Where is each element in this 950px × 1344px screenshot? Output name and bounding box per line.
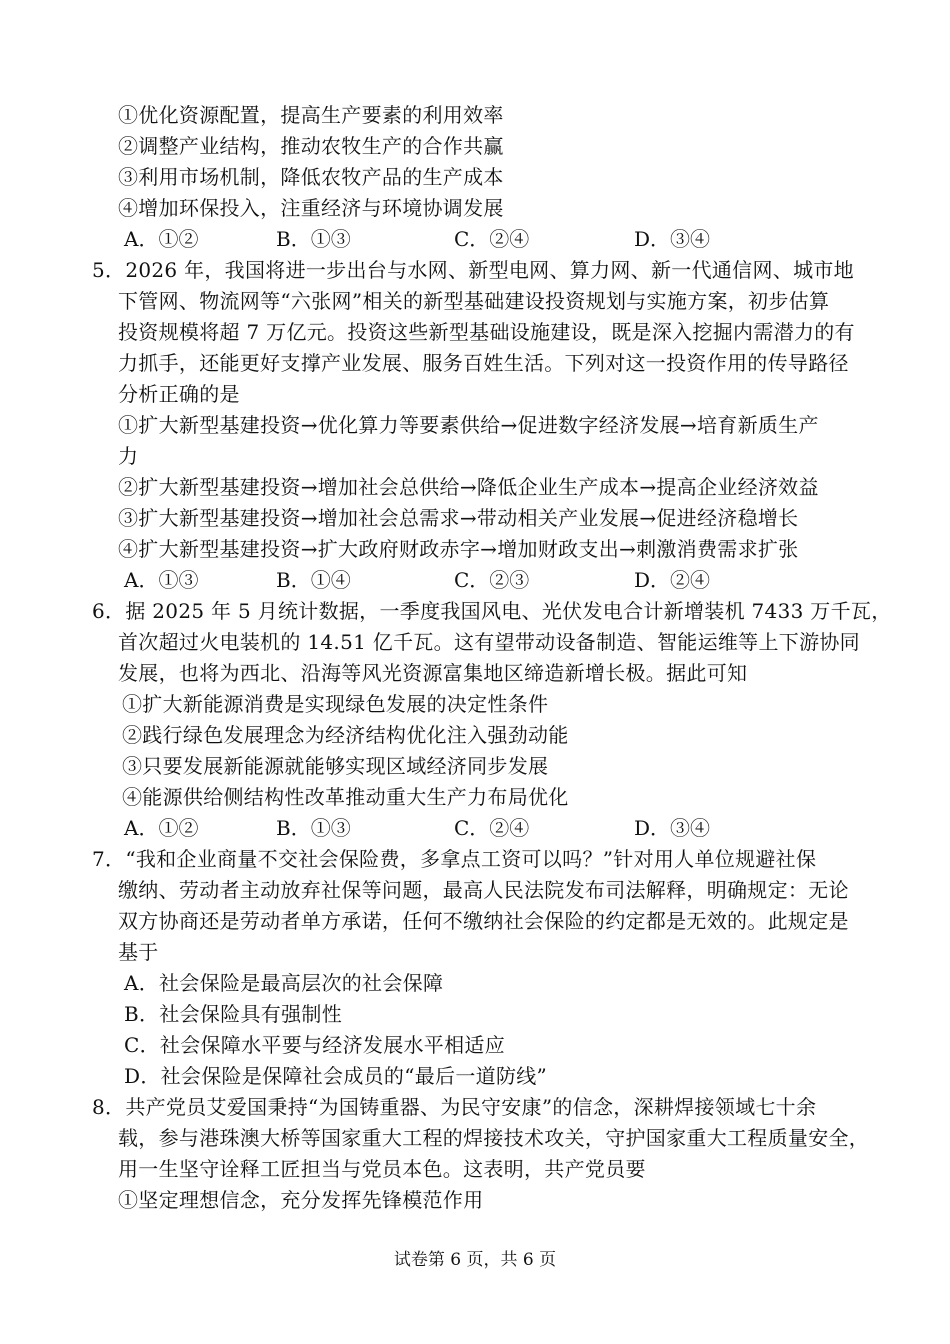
q5-item-1-cont: 力 <box>118 444 139 468</box>
q6-option-d: D．③④ <box>634 816 711 840</box>
q7-choice-c: C．社会保障水平要与经济发展水平相适应 <box>124 1033 506 1057</box>
q4-option-d: D．③④ <box>634 227 711 251</box>
q7-stem-line: 双方协商还是劳动者单方承诺，任何不缴纳社会保险的约定都是无效的。此规定是 <box>118 909 849 933</box>
q8-stem-line: 载，参与港珠澳大桥等国家重大工程的焊接技术攻关，守护国家重大工程质量安全， <box>118 1126 870 1150</box>
q5-item-2: ②扩大新型基建投资→增加社会总供给→降低企业生产成本→提高企业经济效益 <box>118 475 819 499</box>
q5-stem-line: 分析正确的是 <box>118 382 240 406</box>
q6-item-1: ①扩大新能源消费是实现绿色发展的决定性条件 <box>122 692 549 716</box>
q4-item-3: ③利用市场机制，降低农牧产品的生产成本 <box>118 165 504 189</box>
q7-choice-b: B．社会保险具有强制性 <box>124 1002 342 1026</box>
q7-choice-a: A．社会保险是最高层次的社会保障 <box>124 971 444 995</box>
q5-stem-line: 5．2026 年，我国将进一步出台与水网、新型电网、算力网、新一代通信网、城市地 <box>92 258 854 282</box>
q5-stem-line: 下管网、物流网等“六张网”相关的新型基础建设投资规划与实施方案，初步估算 <box>118 289 830 313</box>
q7-stem-line: 基于 <box>118 940 159 964</box>
q7-choice-d: D．社会保险是保障社会成员的“最后一道防线” <box>124 1064 548 1088</box>
q6-item-3: ③只要发展新能源就能够实现区域经济同步发展 <box>122 754 549 778</box>
page-footer: 试卷第 6 页，共 6 页 <box>393 1250 557 1270</box>
q5-stem-line: 力抓手，还能更好支撑产业发展、服务百姓生活。下列对这一投资作用的传导路径 <box>118 351 849 375</box>
q5-option-b: B．①④ <box>276 568 351 592</box>
q5-option-a: A．①③ <box>124 568 199 592</box>
q6-item-2: ②践行绿色发展理念为经济结构优化注入强劲动能 <box>122 723 569 747</box>
q8-stem-line: 8．共产党员艾爱国秉持“为国铸重器、为民守安康”的信念，深耕焊接领域七十余 <box>92 1095 817 1119</box>
q6-option-c: C．②④ <box>454 816 530 840</box>
q4-item-2: ②调整产业结构，推动农牧生产的合作共赢 <box>118 134 504 158</box>
q6-stem-line: 首次超过火电装机的 14.51 亿千瓦。这有望带动设备制造、智能运维等上下游协同 <box>118 630 860 654</box>
q6-item-4: ④能源供给侧结构性改革推动重大生产力布局优化 <box>122 785 569 809</box>
q7-stem-line: 7．“我和企业商量不交社会保险费，多拿点工资可以吗？”针对用人单位规避社保 <box>92 847 817 871</box>
q8-stem-line: 用一生坚守诠释工匠担当与党员本色。这表明，共产党员要 <box>118 1157 646 1181</box>
q4-item-1: ①优化资源配置，提高生产要素的利用效率 <box>118 103 504 127</box>
q6-option-a: A．①② <box>124 816 199 840</box>
q4-option-c: C．②④ <box>454 227 530 251</box>
q5-option-c: C．②③ <box>454 568 530 592</box>
q5-item-1: ①扩大新型基建投资→优化算力等要素供给→促进数字经济发展→培育新质生产 <box>118 413 819 437</box>
q4-item-4: ④增加环保投入，注重经济与环境协调发展 <box>118 196 504 220</box>
q4-option-b: B．①③ <box>276 227 351 251</box>
q8-item-1: ①坚定理想信念，充分发挥先锋模范作用 <box>118 1188 484 1212</box>
q5-option-d: D．②④ <box>634 568 711 592</box>
q5-stem-line: 投资规模将超 7 万亿元。投资这些新型基础设施建设，既是深入挖掘内需潜力的有 <box>118 320 855 344</box>
q6-option-b: B．①③ <box>276 816 351 840</box>
q5-item-3: ③扩大新型基建投资→增加社会总需求→带动相关产业发展→促进经济稳增长 <box>118 506 799 530</box>
q6-stem-line: 发展，也将为西北、沿海等风光资源富集地区缔造新增长极。据此可知 <box>118 661 748 685</box>
q7-stem-line: 缴纳、劳动者主动放弃社保等问题，最高人民法院发布司法解释，明确规定：无论 <box>118 878 849 902</box>
q5-item-4: ④扩大新型基建投资→扩大政府财政赤字→增加财政支出→刺激消费需求扩张 <box>118 537 799 561</box>
q6-stem-line: 6．据 2025 年 5 月统计数据，一季度我国风电、光伏发电合计新增装机 7433 万千瓦， <box>92 599 892 623</box>
q4-option-a: A．①② <box>124 227 199 251</box>
